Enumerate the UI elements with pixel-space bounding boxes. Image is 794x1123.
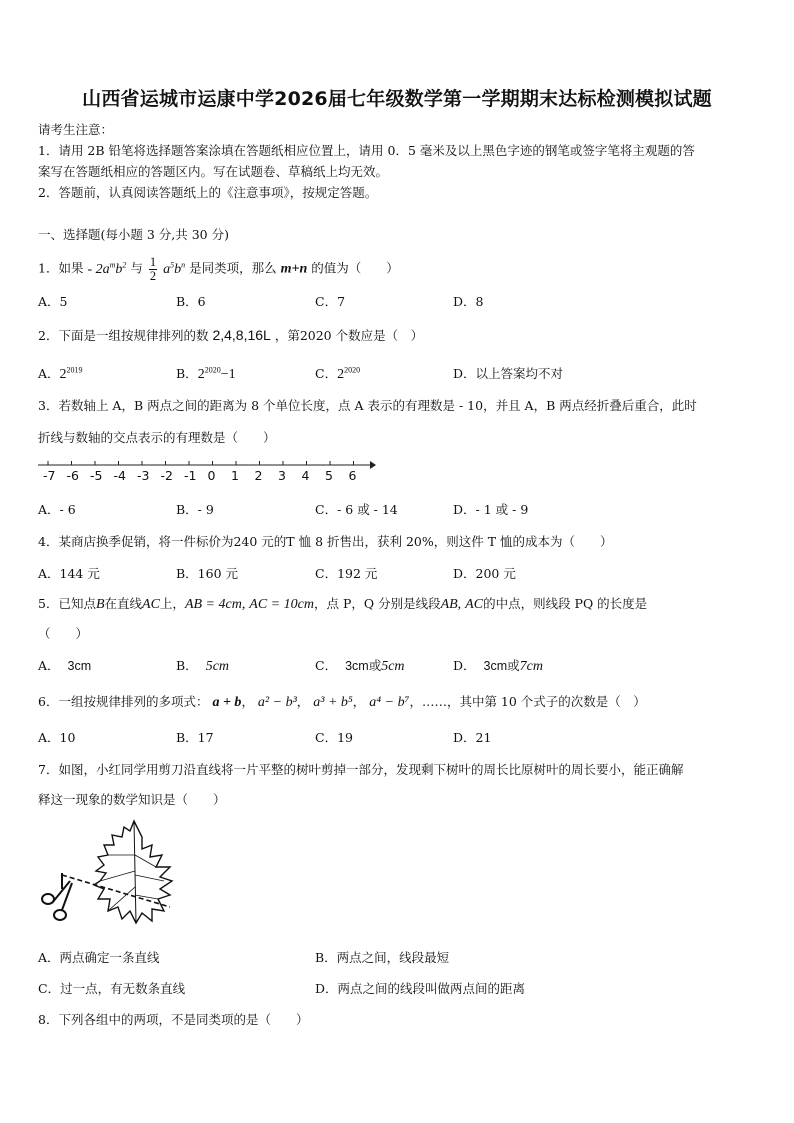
q1-option-d[interactable]: D．8	[453, 294, 484, 309]
q3-option-b[interactable]: B．- 9	[176, 502, 214, 517]
number-line-label: 4	[301, 468, 310, 483]
q6-option-b[interactable]: B．17	[176, 730, 214, 745]
q1-prefix: 1．如果	[38, 260, 84, 276]
q5-option-b[interactable]: B． 5cm	[176, 658, 230, 674]
q1-term2: $a^5b^n$	[163, 260, 186, 277]
notice-line-2: 2．答题前，认真阅读答题纸上的《注意事项》，按规定答题。	[38, 185, 378, 200]
q4-option-c[interactable]: C．192 元	[315, 566, 378, 581]
q3-option-d[interactable]: D．- 1 或 - 9	[453, 502, 529, 517]
q7-line-1: 7．如图，小红同学用剪刀沿直线将一片平整的树叶剪掉一部分，发现剩下树叶的周长比原树叶的周长要小，能正确解	[38, 762, 684, 777]
number-line-label: -2	[160, 468, 173, 483]
number-line-label: -7	[43, 468, 56, 483]
q2-option-a[interactable]: A．$2^{2019}$	[38, 365, 83, 382]
question-4: 4．某商店换季促销，将一件标价为240 元的T 恤 8 折售出，获利 20%，则这件 T 恤的成本为（ ）	[38, 534, 613, 549]
q1-option-a[interactable]: A．5	[38, 294, 68, 309]
notice-heading: 请考生注意：	[38, 122, 114, 137]
q1-suffix-1: 是同类项，那么	[189, 260, 277, 276]
number-line-label: -6	[66, 468, 79, 483]
notice-line-1a: 1．请用 2B 铅笔将选择题答案涂填在答题纸相应位置上，请用 0．5 毫米及以上黑色字迹的钢笔或签字笔将主观题的答	[38, 143, 695, 158]
number-line-label: -5	[90, 468, 103, 483]
q2-suffix: ，第2020 个数应是（ ）	[274, 328, 424, 343]
q5-option-a[interactable]: A． 3cm	[38, 658, 92, 673]
q3-option-c[interactable]: C．- 6 或 - 14	[315, 502, 398, 517]
q4-option-d[interactable]: D．200 元	[453, 566, 516, 581]
q1-option-c[interactable]: C．7	[315, 294, 346, 309]
q7-option-c[interactable]: C．过一点，有无数条直线	[38, 981, 186, 996]
q6-option-d[interactable]: D．21	[453, 730, 492, 745]
notice-line-1b: 案写在答题纸相应的答题区内。写在试题卷、草稿纸上均无效。	[38, 164, 389, 179]
q7-option-a[interactable]: A．两点确定一条直线	[38, 950, 160, 965]
q4-option-a[interactable]: A．144 元	[38, 566, 100, 581]
q1-fraction: $\frac{1}{2}$	[149, 254, 157, 283]
q4-option-b[interactable]: B．160 元	[176, 566, 239, 581]
number-line-label: 2	[254, 468, 263, 483]
question-8: 8．下列各组中的两项，不是同类项的是（ ）	[38, 1012, 309, 1027]
leaf-scissors-figure	[38, 815, 188, 940]
q1-option-b[interactable]: B．6	[176, 294, 206, 309]
number-line-label: -4	[113, 468, 126, 483]
q2-sequence: 2,4,8,16L	[212, 327, 271, 343]
q5-option-c[interactable]: C． 3cm或5cm	[315, 658, 405, 674]
q7-option-b[interactable]: B．两点之间，线段最短	[315, 950, 450, 965]
q2-option-c[interactable]: C．$2^{2020}$	[315, 365, 361, 382]
q1-term1: - $2a^mb^2$	[87, 260, 127, 277]
number-line-label: -3	[137, 468, 150, 483]
q3-option-a[interactable]: A．- 6	[38, 502, 76, 517]
q6-option-a[interactable]: A．10	[38, 730, 76, 745]
number-line-label: 0	[207, 468, 216, 483]
number-line-label: 5	[325, 468, 333, 483]
question-1	[38, 252, 399, 283]
q7-line-2: 释这一现象的数学知识是（ ）	[38, 792, 226, 807]
number-line-label: 6	[348, 468, 357, 483]
section-heading: 一、选择题(每小题 3 分,共 30 分)	[38, 227, 229, 242]
question-2	[38, 326, 423, 344]
q2-option-d[interactable]: D．以上答案均不对	[453, 366, 564, 381]
page-title: 山西省运城市运康中学2026届七年级数学第一学期期末达标检测模拟试题	[82, 88, 712, 110]
question-5: 5．已知点B在直线AC上，AB = 4cm, AC = 10cm，点 P，Q 分别是线段AB, AC的中点，则线段 PQ 的长度是	[38, 596, 648, 612]
q6-option-c[interactable]: C．19	[315, 730, 353, 745]
number-line-label: 1	[231, 468, 239, 483]
q3-line-1: 3．若数轴上 A，B 两点之间的距离为 8 个单位长度，点 A 表示的有理数是 - 10，并且 A，B 两点经折叠后重合，此时	[38, 398, 697, 413]
q1-mid: 与	[130, 260, 143, 276]
q5-option-d[interactable]: D． 3cm或7cm	[453, 658, 543, 674]
q3-line-2: 折线与数轴的交点表示的有理数是（ ）	[38, 430, 276, 445]
number-line-label: -1	[184, 468, 197, 483]
q2-option-b[interactable]: B．$2^{2020}-1$	[176, 365, 236, 382]
q1-suffix-2: 的值为（ ）	[311, 260, 399, 276]
q7-option-d[interactable]: D．两点之间的线段叫做两点间的距离	[315, 981, 526, 996]
number-line-label: 3	[278, 468, 286, 483]
question-6: 6．一组按规律排列的多项式： a + b， a² − b³， a³ + b⁵， a⁴ − b⁷，……，其中第 10 个式子的次数是（ ）	[38, 694, 646, 710]
q5-line-2: （ ）	[38, 626, 89, 641]
q2-prefix: 2．下面是一组按规律排列的数	[38, 328, 209, 343]
q1-expr: m+n	[280, 261, 308, 277]
